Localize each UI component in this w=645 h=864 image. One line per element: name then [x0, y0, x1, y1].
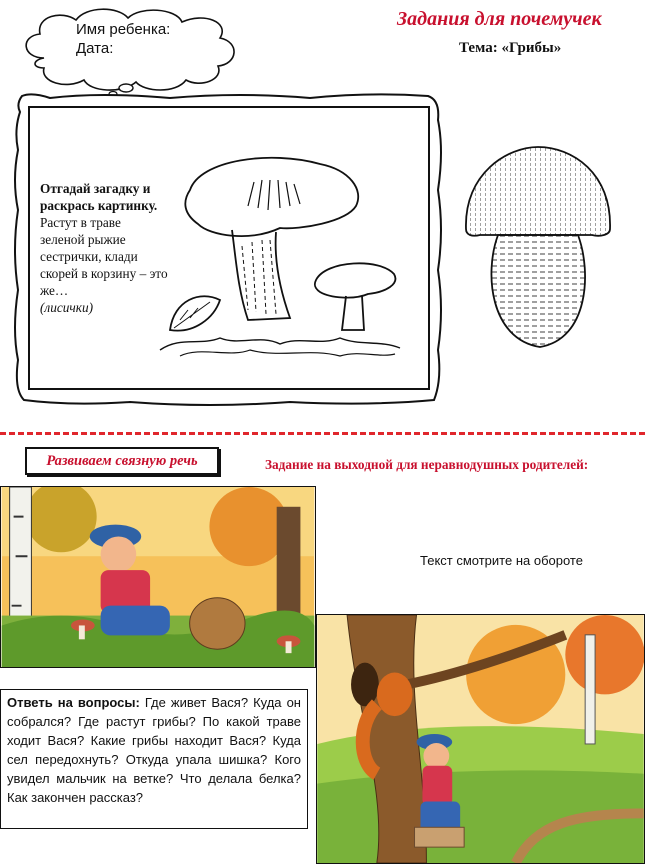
mushroom-template	[460, 143, 615, 353]
name-date-block	[76, 20, 170, 58]
chanterelle-illustration	[150, 150, 405, 375]
riddle-heading: Отгадай загадку и раскрась картинку.	[40, 181, 158, 213]
name-label: Имя ребенка:	[76, 21, 171, 38]
see-back-note: Текст смотрите на обороте	[420, 553, 583, 568]
questions-text: Где живет Вася? Куда он собрался? Где растут грибы? По какой траве ходит Вася? Какие грибы находит Вася? Куда сел передохнуть? Откуда упала шишка? Кого увидел мальчик на ветке? Что делала белка? Как закончен рассказ?	[7, 695, 301, 805]
riddle-block	[40, 180, 168, 316]
riddle-text: Растут в траве зеленой рыжие сестрички, клади скорей в корзину – это же…	[40, 215, 168, 298]
page-title: Задания для почемучек	[397, 8, 602, 30]
questions-box	[0, 689, 308, 829]
questions-heading: Ответь на вопросы:	[7, 695, 140, 710]
speech-section-heading: Развиваем связную речь	[25, 447, 219, 475]
weekend-task-label: Задание на выходной для неравнодушных родителей:	[265, 457, 589, 472]
theme-label: Тема: «Грибы»	[459, 40, 562, 56]
boy-mushrooms-picture	[0, 486, 316, 668]
squirrel-boy-picture	[316, 614, 645, 864]
section-divider	[0, 432, 645, 435]
riddle-answer: (лисички)	[40, 300, 94, 315]
date-label: Дата:	[76, 40, 114, 57]
